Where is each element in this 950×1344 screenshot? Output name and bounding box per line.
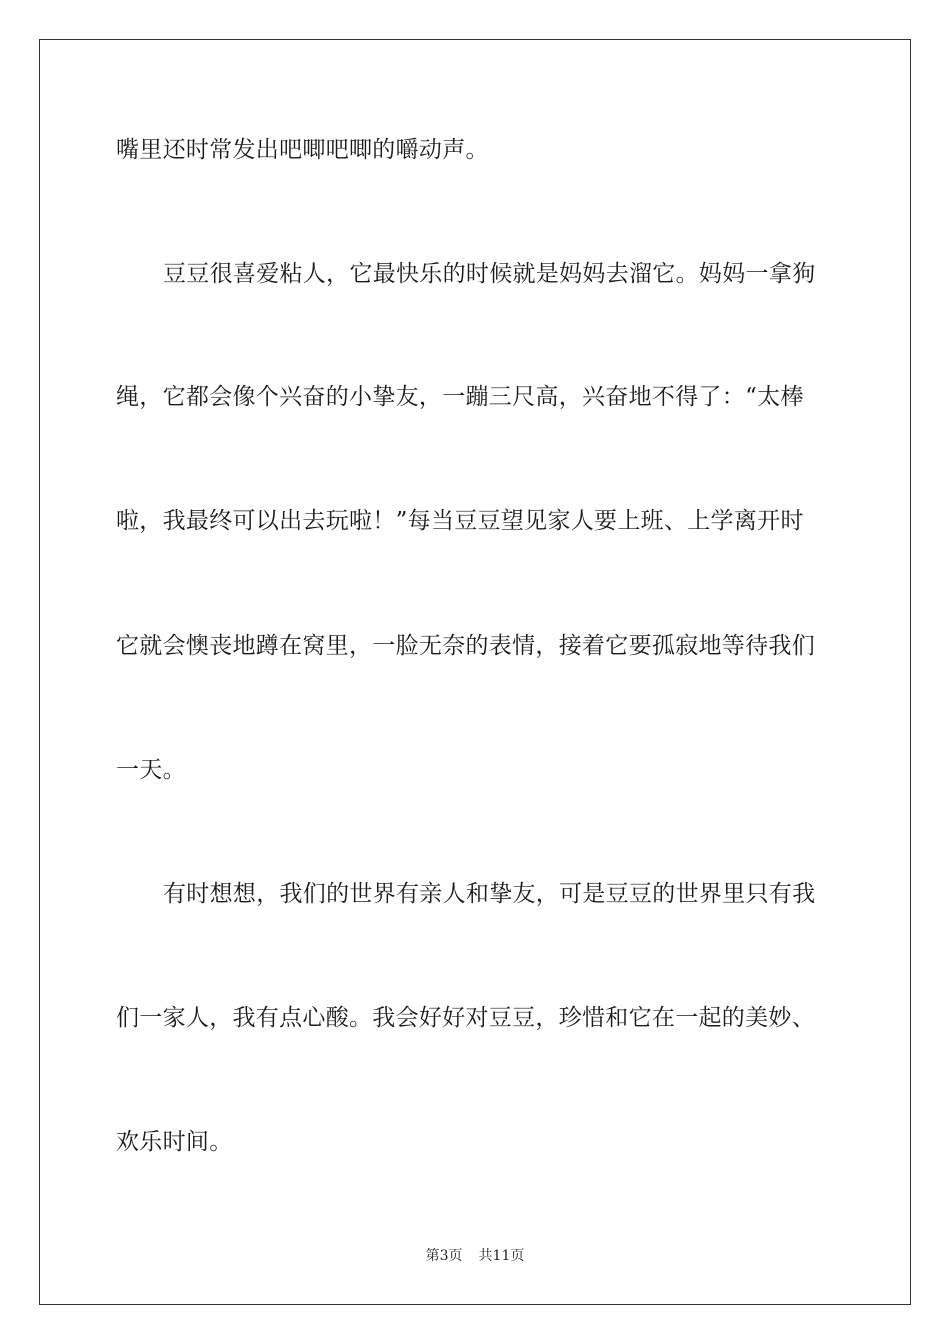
- paragraph-line: 豆豆很喜爱粘人，它最快乐的时候就是妈妈去溜它。妈妈一拿狗: [163, 261, 816, 287]
- paragraph-line: 一天。: [116, 757, 186, 783]
- paragraph-line: 欢乐时间。: [116, 1129, 233, 1155]
- paragraph-line: 嘴里还时常发出吧唧吧唧的嚼动声。: [116, 137, 489, 163]
- page-border: [39, 39, 911, 1305]
- paragraph-line: 啦，我最终可以出去玩啦！”每当豆豆望见家人要上班、上学离开时: [116, 508, 804, 534]
- paragraph-line: 绳，它都会像个兴奋的小挚友，一蹦三尺高，兴奋地不得了：“太棒: [116, 384, 804, 410]
- paragraph-line: 们一家人，我有点心酸。我会好好对豆豆，珍惜和它在一起的美妙、: [116, 1005, 815, 1031]
- paragraph-line: 它就会懊丧地蹲在窝里，一脸无奈的表情，接着它要孤寂地等待我们: [116, 633, 815, 659]
- page-footer: [0, 1246, 950, 1266]
- total-pages: 共11页: [478, 1248, 525, 1264]
- page-number: 第3页: [425, 1248, 463, 1264]
- paragraph-line: 有时想想，我们的世界有亲人和挚友，可是豆豆的世界里只有我: [163, 881, 816, 907]
